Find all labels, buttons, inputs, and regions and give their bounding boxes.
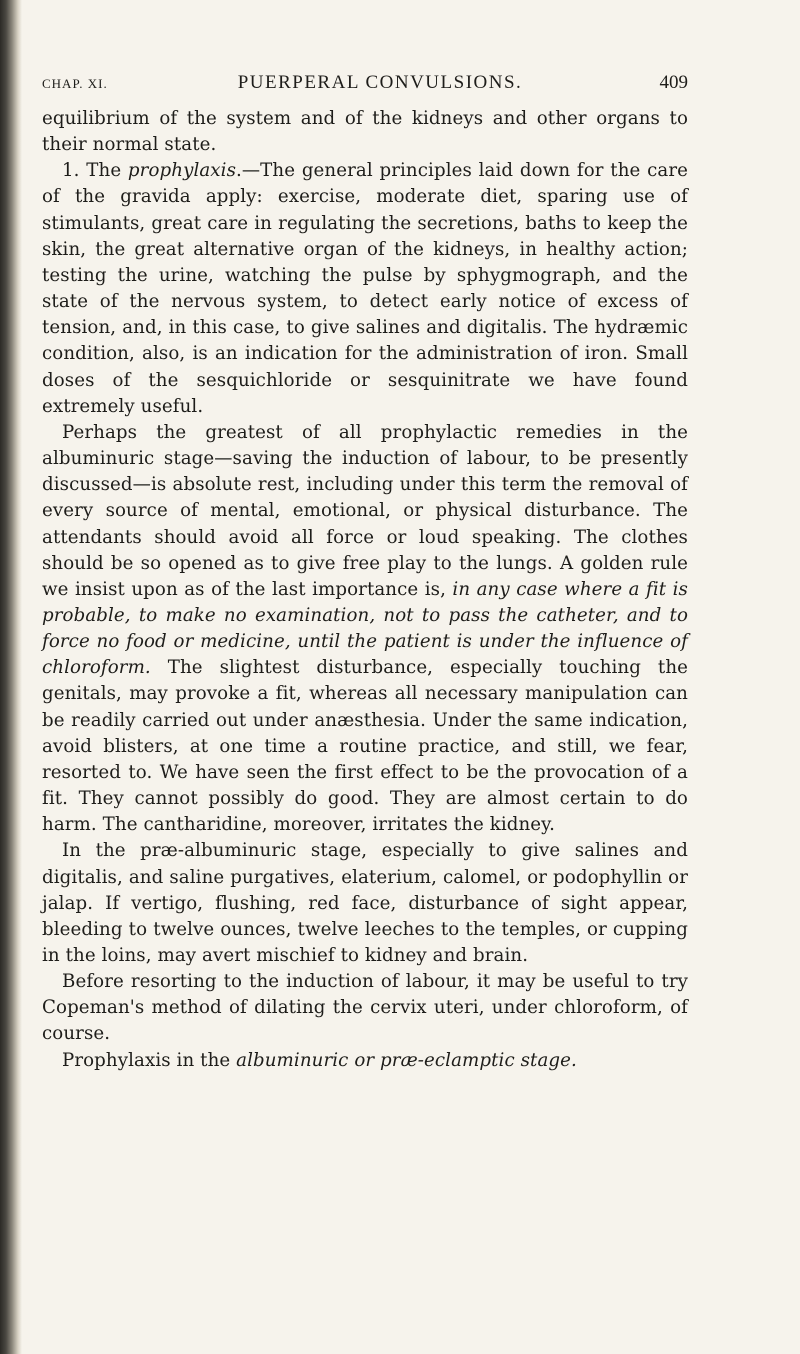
section-heading: albuminuric or præ-eclamptic stage.	[236, 1049, 577, 1071]
golden-rule: in any case where a fit is probable, to make no examination, not to pass the catheter, and to force no food or medicine, until the patient is under the influence of chloroform.	[42, 578, 688, 679]
paragraph-text: The slightest disturbance, especially touching the genitals, may provoke a fit, whereas all necessary manipulation can be readily carried out under anæsthesia. Under the same indication, avoid blisters, at one time a routine practice, and still, we fear, resorted to. We have seen the first effect to be the provocation of a fit. They cannot possibly do good. They are almost certain to do harm. The cantharidine, moreover, irritates the kidney.	[42, 657, 688, 836]
section-lead: 1. The	[62, 160, 128, 182]
section-subheading	[42, 1048, 688, 1074]
body-text	[42, 106, 688, 1074]
paragraph-text: Before resorting to the induction of labour, it may be useful to try Copeman's method of dilating the cervix uteri, under chloroform, of course.	[42, 971, 688, 1045]
paragraph-text: .—The general principles laid down for the care of the gravida apply: exercise, moderate diet, sparing use of stimulants, great care in regulating the secretions, baths to keep the skin, the great alternative organ of the kidneys, in healthy action; testing the urine, watching the pulse by sphygmograph, and the state of the nervous system, to detect early notice of excess of tension, and, in this case, to give salines and digitalis. The hydræmic condition, also, is an indication for the administration of iron. Small doses of the sesquichloride or sesquinitrate we have found extremely useful.	[42, 160, 688, 417]
paragraph-text: Perhaps the greatest of all prophylactic remedies in the albuminuric stage—saving the induction of labour, to be presently discussed—is absolute rest, including under this term the removal of every source of mental, emotional, or physical disturbance. The attendants should avoid all force or loud speaking. The clothes should be so opened as to give free play to the lungs. A golden rule we insist upon as of the last importance is,	[42, 421, 688, 600]
book-page	[42, 72, 688, 1074]
running-title: PUERPERAL CONVULSIONS.	[237, 72, 523, 93]
paragraph-text: equilibrium of the system and of the kidneys and other organs to their normal state.	[42, 108, 688, 156]
paragraph-rest	[42, 420, 688, 839]
section-heading: prophylaxis	[127, 160, 237, 182]
paragraph-continuation	[42, 106, 688, 158]
paragraph-copeman	[42, 969, 688, 1047]
page-number: 409	[659, 72, 688, 93]
paragraph-prae-albuminuric	[42, 838, 688, 969]
page-binding-shadow	[0, 0, 22, 1354]
paragraph-prophylaxis	[42, 158, 688, 420]
section-lead: Prophylaxis in the	[62, 1049, 237, 1071]
running-head	[42, 72, 688, 106]
chapter-label: CHAP. XI.	[42, 76, 108, 91]
paragraph-text: In the præ-albuminuric stage, especially to give salines and digitalis, and saline purgatives, elaterium, calomel, or podophyllin or jalap. If vertigo, flushing, red face, disturbance of sight appear, bleeding to twelve ounces, twelve leeches to the temples, or cupping in the loins, may avert mischief to kidney and brain.	[42, 840, 688, 966]
